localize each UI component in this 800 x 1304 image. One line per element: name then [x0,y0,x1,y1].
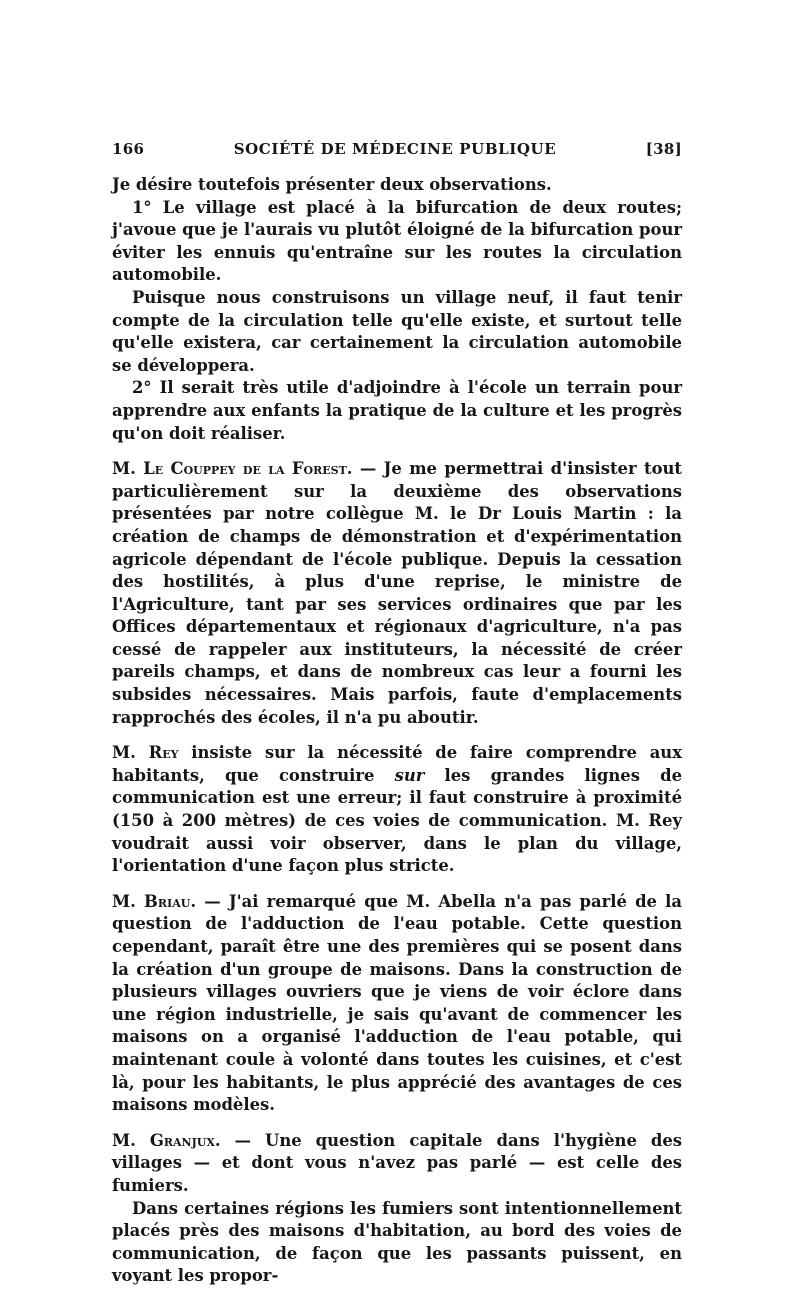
paragraph [112,174,682,197]
emphasis-word: sur [394,765,425,785]
paragraph-text: — Une question capitale dans l'hygiène des villages — et dont vous n'avez pas parlé — est celle des fumiers. [112,1130,682,1195]
page-number: 166 [112,140,145,158]
paragraph [112,1198,682,1288]
speaker-name: M. Briau. [112,891,197,911]
book-page [112,140,682,1288]
paragraph-text: Dans certaines régions les fumiers sont intentionnellement placés près des maisons d'habitation, au bord des voies de communication, de façon que les passants puissent, en voyant les propor- [112,1198,682,1286]
paragraph-text: les grandes lignes de communication est une erreur; il faut construire à proximité (150 à 200 mètres) de ces voies de communication. M. Rey voudrait aussi voir observer, dans le plan du village, l'orientation d'une façon plus stricte. [112,765,683,876]
paragraph-text: Puisque nous construisons un village neuf, il faut tenir compte de la circulation telle qu'elle existe, et surtout telle qu'elle existera, car certainement la circulation automobile se développera. [112,287,682,375]
paragraph [112,377,682,445]
speaker-paragraph [112,742,682,878]
paragraph-text: 1° Le village est placé à la bifurcation de deux routes; j'avoue que je l'aurais vu plutôt éloigné de la bifurcation pour éviter les ennuis qu'entraîne sur les routes la circulation automobile. [112,197,682,285]
running-header [112,140,682,174]
paragraph-text: Je désire toutefois présenter deux observations. [112,175,552,194]
section-number: [38] [645,140,682,158]
paragraph [112,197,682,287]
speaker-paragraph [112,458,682,729]
speaker-name: M. Granjux. [112,1130,221,1150]
speaker-name: M. Rey [112,743,179,763]
speaker-paragraph [112,1130,682,1198]
paragraph-text: insiste sur la nécessité de faire comprendre aux habitants, que construire [112,743,683,785]
speaker-name: M. Le Couppey de la Forest. [112,459,353,479]
paragraph-text: — J'ai remarqué que M. Abella n'a pas parlé de la question de l'adduction de l'eau potable. Cette question cependant, paraît être une des premières qui se posent dans la création d'un groupe de maisons. Dans la construction de plusieurs villages ouvriers que je viens de voir éclore dans une région industrielle, je sais qu'avant de commencer les maisons on a organisé l'adduction de l'eau potable, qui maintenant coule à volonté dans toutes les cuisines, et c'est là, pour les habitants, le plus apprécié des avantages de ces maisons modèles. [112,891,682,1115]
paragraph-text: 2° Il serait très utile d'adjoindre à l'école un terrain pour apprendre aux enfants la pratique de la culture et les progrès qu'on doit réaliser. [112,378,682,443]
speaker-paragraph [112,891,682,1117]
paragraph [112,287,682,377]
body-text [112,174,682,1288]
paragraph-text: — Je me permettrai d'insister tout particulièrement sur la deuxième des observations présentées par notre collègue M. le Dr Louis Martin : la création de champs de démonstration et d'expérimentation agricole dépendant de l'école publique. Depuis la cessation des hostilités, à plus d'une reprise, le ministre de l'Agriculture, tant par ses services ordinaires que par les Offices départementaux et régionaux d'agriculture, n'a pas cessé de rappeler aux instituteurs, la nécessité de créer pareils champs, et dans de nombreux cas leur a fourni les subsides nécessaires. Mais parfois, faute d'emplacements rapprochés des écoles, il n'a pu aboutir. [112,459,682,727]
running-title: SOCIÉTÉ DE MÉDECINE PUBLIQUE [233,140,557,158]
